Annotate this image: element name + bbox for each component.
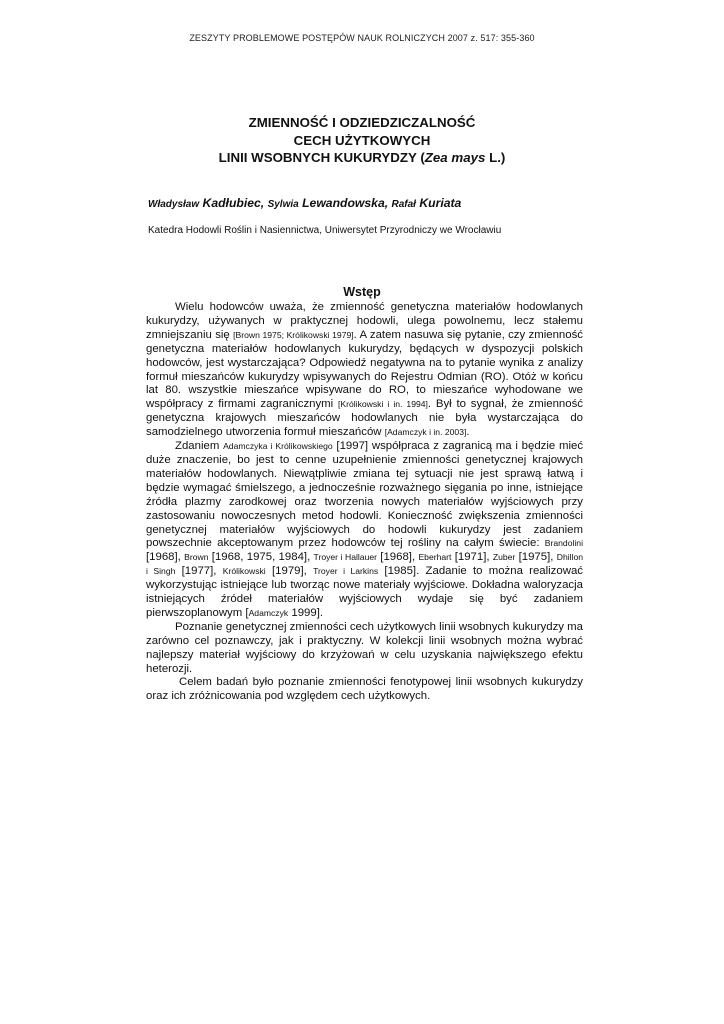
citation: Troyer i Larkins <box>313 566 379 577</box>
p2-text: [1968], <box>146 551 185 564</box>
p2-text: [1985]. Zadanie to można realizować wykorzystując istniejące lub tworząc nowe materiały wyjściowe. Dokładna waloryzacja istniejących źródeł materiałów wyjściowych wydaje się być zadaniem pierwszoplanowym [ <box>146 565 583 619</box>
author-3-last-name: Kuriata <box>419 196 462 210</box>
author-list <box>148 196 588 210</box>
paragraph-2 <box>146 440 583 621</box>
author-1-last-name: Kadłubiec, <box>202 196 265 210</box>
p2-text: [1977], <box>175 565 223 578</box>
affiliation: Katedra Hodowli Roślin i Nasiennictwa, Uniwersytet Przyrodniczy we Wrocławiu <box>148 225 502 236</box>
p2-text: [1968, 1975, 1984], <box>208 551 314 564</box>
paragraph-4: Celem badań było poznanie zmienności fenotypowej linii wsobnych kukurydzy oraz ich zróżnicowania pod względem cech użytkowych. <box>146 676 583 703</box>
citation: Dhillon i Singh <box>146 552 584 577</box>
p2-text: 1999]. <box>288 606 324 619</box>
citation: [Adamczyk i in. 2003] <box>384 427 467 438</box>
title-line-1: ZMIENNOŚĆ I ODZIEDZICZALNOŚĆ <box>248 115 476 130</box>
paragraph-1 <box>146 301 583 440</box>
p2-text: [1997] współpraca z zagranicą ma i będzie mieć duże znaczenie, bo jest to cenne uzupełnienie zmienności genetycznej krajowych materiałów hodowlanych. Niewątpliwie zmiana tej sytuacji nie jest sprawą łatwą i będzie wymagać śmielszego, a jednocześnie rozważnego sięgania po inne, istniejące źródła plazmy zarodkowej oraz tworzenia nowych materiałów wyjściowych przy zastosowaniu nowoczesnych metod hodowli. Konieczność zwiększenia zmienności genetycznej materiałów wyjściowych do hodowli kukurydzy jest zadaniem powszechnie akceptowanym przez hodowców tej rośliny na całym świecie: <box>146 440 584 550</box>
p1-text-3: . Był to sygnał, że zmienność genetyczna krajowych mieszańców hodowlanych nie była wystarczająca do samodzielnego utworzenia formuł mieszańców <box>146 398 583 439</box>
title-line-3 <box>0 149 724 167</box>
citation: Adamczyka i Królikowskiego <box>223 441 333 452</box>
title-line-3-prefix: LINII WSOBNYCH KUKURYDZY ( <box>218 150 425 165</box>
citation: Eberhart <box>418 552 452 563</box>
p2-text: [1968], <box>377 551 419 564</box>
author-2-last-name: Lewandowska, <box>302 196 389 210</box>
citation: Zuber <box>492 552 516 563</box>
author-2-first-name: Sylwia <box>267 199 299 210</box>
p2-text: [1979], <box>265 565 314 578</box>
section-heading: Wstęp <box>343 285 381 299</box>
citation: [Brown 1975; Królikowski 1979] <box>233 329 354 340</box>
author-3-first-name: Rafał <box>391 199 416 210</box>
author-1-first-name: Władysław <box>148 199 200 210</box>
body-text <box>146 301 583 704</box>
citation: Królikowski <box>222 566 266 577</box>
citation: Brown <box>184 552 209 563</box>
title-line-2: CECH UŻYTKOWYCH <box>293 132 431 148</box>
p2-text: [1975], <box>515 551 557 564</box>
p1-text-4: . <box>466 426 470 439</box>
species-name: Zea mays <box>424 150 486 165</box>
p1-text-1: Wielu hodowców uważa, że zmienność genetyczna materiałów hodowlanych kukurydzy, używanych w praktycznej hodowli, ulega powolnemu, lecz stałemu zmniejszaniu się <box>146 301 583 341</box>
article-title <box>0 114 724 167</box>
citation: Adamczyk <box>248 607 289 618</box>
p2-text: [1971], <box>451 551 493 564</box>
citation: [Królikowski i in. 1994] <box>338 399 428 410</box>
p1-text-2: . A zatem nasuwa się pytanie, czy zmienność genetyczna materiałów hodowlanych kukurydzy, będących w dyspozycji polskich hodowców, jest wystarczająca? Odpowiedź negatywna na to pytanie wynika z analizy formuł mieszańców kukurydzy wpisywanych do Rejestru Odmian (RO). Otóż w końcu lat 80. wszystkie mieszańce wpisywane do RO, to mieszańce wyhodowane we współpracy z firmami zagranicznymi <box>146 328 583 411</box>
journal-header: ZESZYTY PROBLEMOWE POSTĘPÓW NAUK ROLNICZYCH 2007 z. 517: 355-360 <box>189 33 535 43</box>
title-line-3-suffix: L.) <box>485 150 506 165</box>
citation: Brandolini <box>544 538 583 549</box>
paragraph-3: Poznanie genetycznej zmienności cech użytkowych linii wsobnych kukurydzy ma zarówno cel poznawczy, jak i praktyczny. W kolekcji linii wsobnych można wybrać najlepszy materiał wyjściowy do krzyżowań w celu uzyskania największego efektu heterozji. <box>146 620 583 675</box>
p2-text: Zdaniem <box>175 440 224 453</box>
citation: Troyer i Hallauer <box>313 552 377 563</box>
